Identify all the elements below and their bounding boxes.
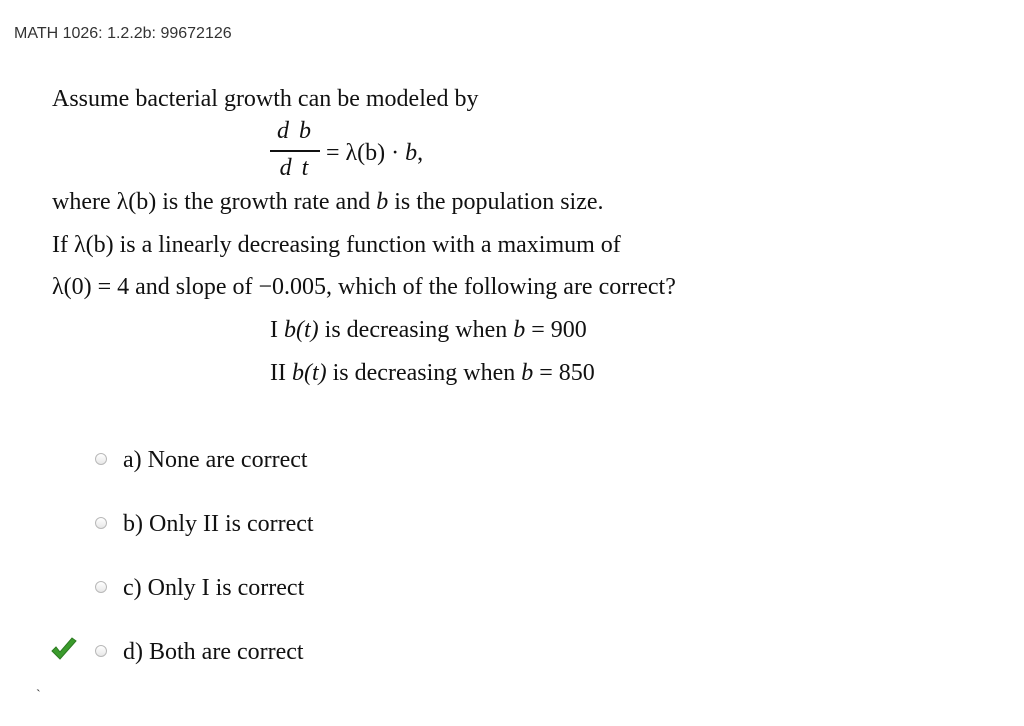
text-population: is the population size. — [388, 189, 604, 215]
text-growth-rate: is the growth rate and — [156, 189, 377, 215]
fraction-denominator: d t — [279, 154, 311, 181]
option-a-label: a) None are correct — [123, 447, 308, 473]
roman-numeral-i: I — [270, 317, 284, 343]
text-if: If — [52, 232, 74, 258]
checkmark-icon — [50, 637, 78, 663]
comma: , — [417, 140, 424, 166]
question-intro: Assume bacterial growth can be modeled by — [52, 86, 479, 112]
roman-numeral-ii: II — [270, 360, 292, 386]
statement-ii — [270, 358, 595, 388]
option-d-label: d) Both are correct — [123, 639, 304, 665]
function-bt: b(t) — [291, 360, 327, 386]
derivative-fraction — [270, 116, 320, 184]
text-decreasing: is decreasing when — [318, 317, 514, 343]
variable-b: b — [405, 140, 418, 166]
page-title: MATH 1026: 1.2.2b: 99672126 — [14, 25, 232, 42]
statement-i — [270, 315, 587, 345]
variable-b: b — [513, 317, 526, 343]
option-b-label: b) Only II is correct — [123, 511, 314, 537]
option-a-radio[interactable] — [95, 453, 107, 465]
equation-rhs — [326, 138, 423, 168]
question-line-5: λ(0) = 4 and slope of −0.005, which of the following are correct? — [52, 274, 676, 300]
dot-operator: · — [385, 140, 406, 166]
variable-b: b — [376, 189, 389, 215]
question-line-4 — [52, 230, 621, 260]
option-c-radio[interactable] — [95, 581, 107, 593]
question-line-3 — [52, 187, 604, 217]
option-c-label: c) Only I is correct — [123, 575, 305, 601]
value-850: = 850 — [533, 360, 595, 386]
variable-b: b — [521, 360, 534, 386]
text-decreasing: is decreasing when — [326, 360, 522, 386]
lambda-b: λ(b) — [345, 140, 386, 166]
function-bt: b(t) — [284, 317, 319, 343]
value-900: = 900 — [525, 317, 587, 343]
option-d-radio[interactable] — [95, 645, 107, 657]
fraction-numerator: d b — [277, 118, 313, 144]
text-linearly-decreasing: is a linearly decreasing function with a maximum of — [113, 232, 621, 258]
equals-sign: = — [326, 140, 346, 166]
fraction-bar — [270, 150, 320, 152]
text-where: where — [52, 189, 117, 215]
option-b-radio[interactable] — [95, 517, 107, 529]
lambda-b: λ(b) — [116, 189, 157, 215]
stray-mark: ` — [36, 688, 41, 703]
lambda-b: λ(b) — [73, 232, 114, 258]
